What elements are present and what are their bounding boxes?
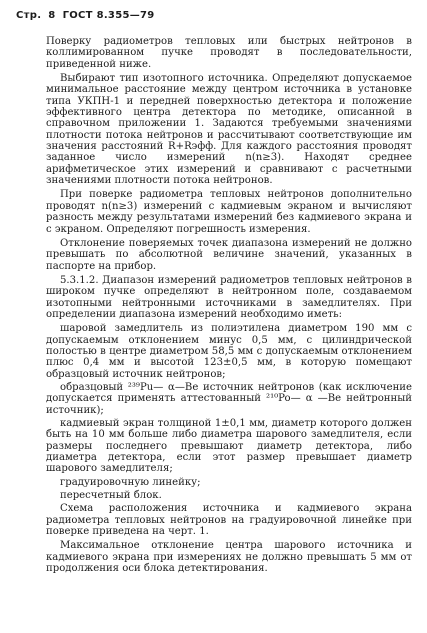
page-label: Стр. (16, 10, 42, 21)
document-body (46, 36, 412, 577)
standard-code: ГОСТ 8.355—79 (62, 10, 155, 21)
list-item-cadmium-screen: кадмиевый экран толщиной 1±0,1 мм, диаметр которого должен быть на 10 мм больше либо диаметра шарового замедлителя, если размеры последнего превышают диаметр детектора, либо диаметра детектора, если этот размер превышает диаметр шарового замедлителя; (46, 418, 412, 475)
list-item-moderator: шаровой замедлитель из полиэтилена диаметром 190 мм с допускаемым отклонением минус 0,5 мм, с цилиндрической полостью в центре диаметром 58,5 мм с допускаемым отклонением плюс 0,4 мм и высотой 123±0,5 мм, в которую помещают образцовый источник нейтронов; (46, 323, 412, 380)
page-header (16, 10, 162, 21)
paragraph-verification-order: Поверку радиометров тепловых или быстрых нейтронов в коллимированном пучке проводят в последовательности, приведенной ниже. (46, 36, 412, 70)
list-item-counter-unit: пересчетный блок. (60, 490, 162, 502)
list-item-reference-source: образцовый ²³⁹Pu— α—Ве источник нейтронов (как исключение допускается применять аттестованный ²¹⁰Po— α —Ве нейтронный источник); (46, 381, 412, 416)
paragraph-deviation-limit: Отклонение поверяемых точек диапазона измерений не должно превышать по абсолютной величине значений, указанных в паспорте на прибор. (46, 237, 412, 272)
paragraph-section-5-3-1-2: 5.3.1.2. Диапазон измерений радиометров тепловых нейтронов в широком пучке определяют в нейтронном поле, создаваемом изотопными нейтронными источниками в замедлителях. При определении диапазона измерений необходимо иметь: (46, 274, 412, 320)
page-number: 8 (48, 10, 56, 21)
list-item-calibration-ruler: градуировочную линейку; (60, 476, 201, 488)
paragraph-cadmium-screen-measurements: При поверке радиометра тепловых нейтронов дополнительно проводят n(n≥3) измерений с кадмиевым экраном и вычисляют разность между результатами измерений без кадмиевого экрана и с экраном. Определяют погрешность измерения. (46, 189, 412, 235)
paragraph-source-selection: Выбирают тип изотопного источника. Определяют допускаемое минимальное расстояние между центром источника в установке типа УКПН-1 и передней поверхностью детектора и положение эффективного центра детектора по методике, описанной в справочном приложении 1. Задаются требуемыми значениями плотности потока нейтронов и рассчитывают соответствующие им значения расстояний R+Rэфф. Для каждого расстояния проводят заданное число измерений n(n≥3). Находят среднее арифметическое этих измерений и сравнивают с расчетными значениями плотности потока нейтронов. (46, 73, 412, 187)
paragraph-layout-scheme: Схема расположения источника и кадмиевого экрана радиометра тепловых нейтронов на градуировочной линейке при поверке приведена на черт. 1. (46, 503, 412, 538)
paragraph-max-deviation: Максимальное отклонение центра шарового источника и кадмиевого экрана при измерениях не должно превышать 5 мм от продолжения оси блока детектирования. (46, 540, 412, 575)
